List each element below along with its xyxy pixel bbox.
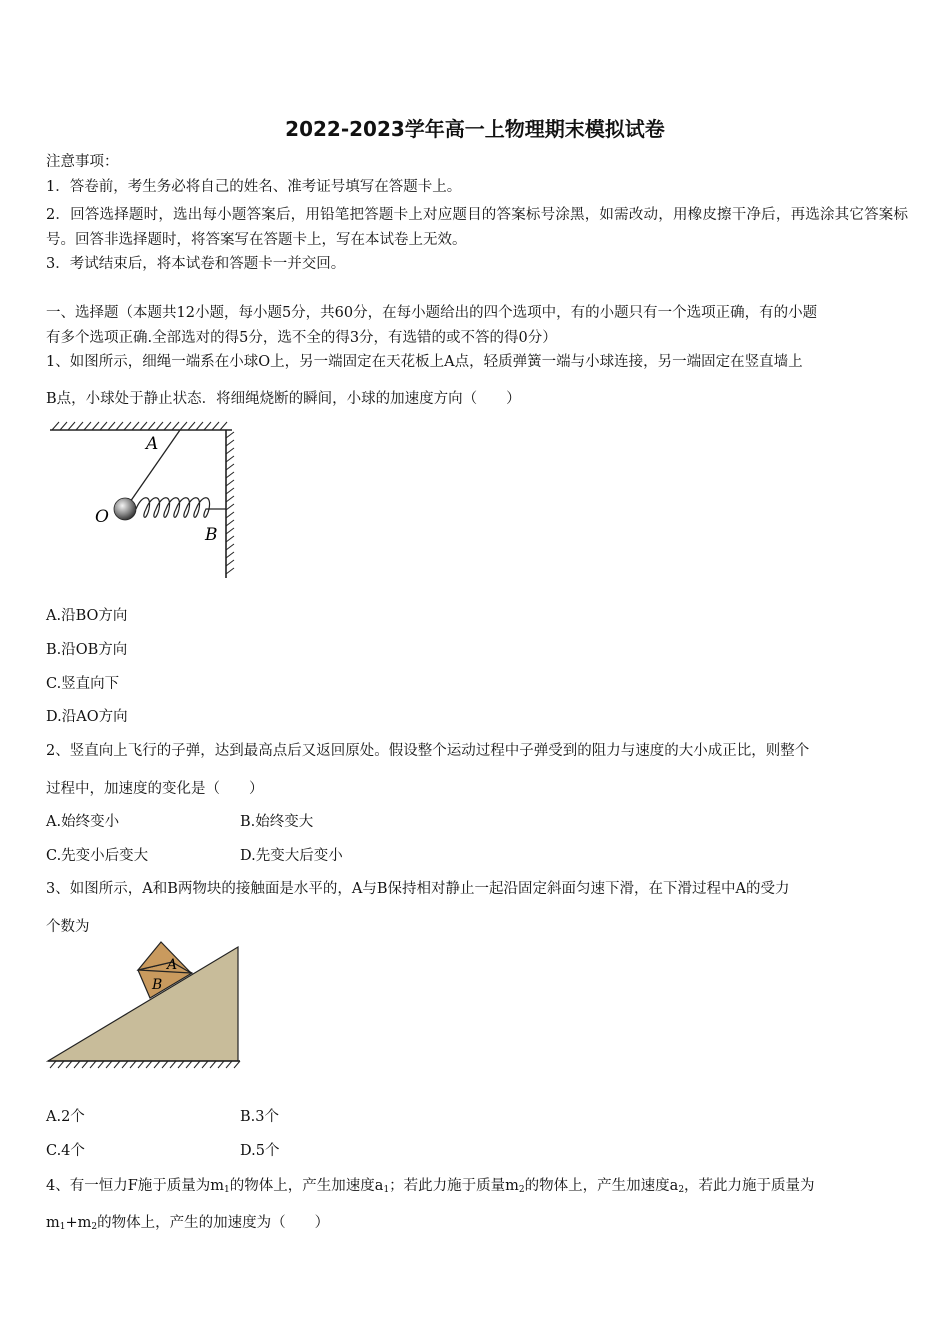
q4-text-8: 的物体上，产生的加速度为（ ） xyxy=(97,1215,330,1231)
q4-text-4: 的物体上，产生加速度a xyxy=(524,1178,679,1194)
q4-sub-1: 1 xyxy=(224,1185,230,1195)
q4-text-6: m xyxy=(46,1215,60,1231)
q3-option-b: B.3个 xyxy=(240,1109,279,1125)
notice-item-3: 3．考试结束后，将本试卷和答题卡一并交回。 xyxy=(46,256,346,272)
question-1-line2: B点，小球处于静止状态．将细绳烧断的瞬间，小球的加速度方向（ ） xyxy=(46,391,521,407)
question-3-line1: 3、如图所示，A和B两物块的接触面是水平的，A与B保持相对静止一起沿固定斜面匀速下滑，在下滑过程中A的受力 xyxy=(46,881,790,897)
ball xyxy=(114,498,136,520)
q3-option-c: C.4个 xyxy=(46,1143,85,1159)
q3-option-a: A.2个 xyxy=(46,1109,85,1125)
q2-option-d: D.先变大后变小 xyxy=(240,848,343,864)
notice-item-1: 1．答卷前，考生务必将自己的姓名、准考证号填写在答题卡上。 xyxy=(46,179,462,195)
q2-option-a: A.始终变小 xyxy=(46,814,120,830)
question-3-line2: 个数为 xyxy=(46,919,90,935)
label-o: O xyxy=(95,507,109,527)
ground-hatch xyxy=(50,1061,240,1068)
notice-heading: 注意事项： xyxy=(46,154,119,170)
q4-text-5: ，若此力施于质量为 xyxy=(684,1178,815,1194)
label-b: B xyxy=(152,977,163,993)
q4-sub-2: 1 xyxy=(383,1185,390,1195)
q4-text-7: +m xyxy=(65,1215,92,1231)
q4-text-2: 的物体上，产生加速度a xyxy=(229,1178,384,1194)
q1-option-d: D.沿AO方向 xyxy=(46,709,128,725)
section-instructions-line2: 有多个选项正确.全部选对的得5分，选不全的得3分，有选错的或不答的得0分） xyxy=(46,330,557,346)
q4-sub-4: 2 xyxy=(678,1185,685,1195)
wall-hatch xyxy=(226,432,234,574)
q4-sub-6: 2 xyxy=(91,1222,98,1232)
spring-coil xyxy=(136,498,226,518)
question-2-line1: 2、竖直向上飞行的子弹，达到最高点后又返回原处。假设整个运动过程中子弹受到的阻力与速度的大小成正比，则整个 xyxy=(46,743,810,759)
label-a: A xyxy=(146,434,159,454)
q2-option-b: B.始终变大 xyxy=(240,814,314,830)
question-1-line1: 1、如图所示，细绳一端系在小球O上，另一端固定在天花板上A点，轻质弹簧一端与小球连接，另一端固定在竖直墙上 xyxy=(46,354,803,370)
q1-option-b: B.沿OB方向 xyxy=(46,642,128,658)
question-1-figure xyxy=(46,418,246,583)
q3-option-d: D.5个 xyxy=(240,1143,280,1159)
q2-option-c: C.先变小后变大 xyxy=(46,848,149,864)
q1-option-a: A.沿BO方向 xyxy=(46,608,128,624)
q4-text-3: ；若此力施于质量m xyxy=(389,1178,519,1194)
q4-sub-5: 1 xyxy=(59,1222,66,1232)
label-b: B xyxy=(205,525,218,545)
q4-sub-3: 2 xyxy=(518,1185,525,1195)
question-3-figure xyxy=(46,940,246,1075)
question-4-line1 xyxy=(46,1176,815,1200)
q1-option-c: C.竖直向下 xyxy=(46,676,120,692)
page-title: 2022-2023学年高一上物理期末模拟试卷 xyxy=(285,117,665,141)
question-4-line2 xyxy=(46,1213,329,1237)
q4-text-1: 4、有一恒力F施于质量为m xyxy=(46,1178,225,1194)
label-a: A xyxy=(167,957,178,973)
notice-item-2: 2．回答选择题时，选出每小题答案后，用铅笔把答题卡上对应题目的答案标号涂黑，如需改动，用橡皮擦干净后，再选涂其它答案标号。回答非选择题时，将答案写在答题卡上，写在本试卷上无效。 xyxy=(46,207,908,248)
question-2-line2: 过程中，加速度的变化是（ ） xyxy=(46,781,264,797)
ceiling-hatch xyxy=(52,422,227,430)
section-instructions-line1: 一、选择题（本题共12小题，每小题5分，共60分，在每小题给出的四个选项中，有的小题只有一个选项正确，有的小题 xyxy=(46,305,818,321)
